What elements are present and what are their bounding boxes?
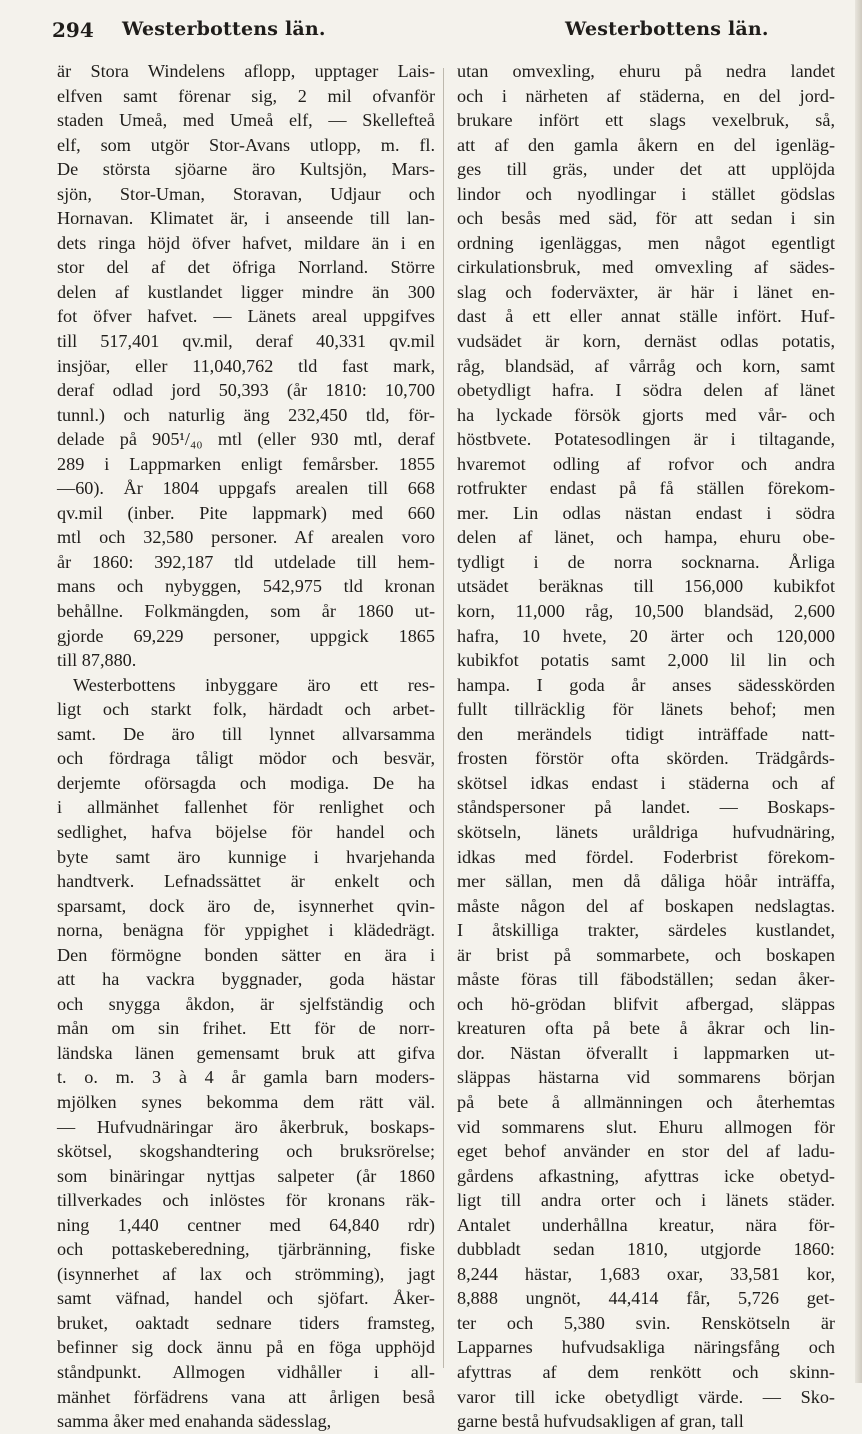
text-line: höstbvete. Potatesodlingen är i tiltagande,: [457, 429, 835, 450]
text-line: afyttras af dem renkött och skinn-: [457, 1361, 835, 1382]
text-line: sparsamt, dock äro de, isynnerhet qvin-: [57, 895, 435, 916]
text-line: på bete å allmänningen och återhemtas: [457, 1091, 835, 1112]
text-line: skötseln, länets uråldriga hufvudnäring,: [457, 821, 835, 842]
text-line: mer sällan, men då dåliga höår inträffa,: [457, 871, 835, 892]
text-line: dast å ett eller annat ställe infört. Huf-: [457, 306, 835, 327]
text-line: ligt till andra orter och i länets städer.: [457, 1190, 835, 1211]
text-line: lindor och nyodlingar i stället gödslas: [457, 183, 835, 204]
text-line: måste föras till fäbodställen; sedan åker-: [457, 969, 835, 990]
text-line: 289 i Lappmarken enligt femårsber. 1855: [57, 453, 435, 474]
text-line: 8,244 hästar, 1,683 oxar, 33,581 kor,: [457, 1263, 835, 1284]
right-column: [457, 59, 835, 1434]
text-line: år 1860: 392,187 tld utdelade till hem-: [57, 551, 435, 572]
text-line: samt väfnad, handel och sjöfart. Åker-: [57, 1288, 435, 1309]
text-line: dubbladt sedan 1810, utgjorde 1860:: [457, 1239, 835, 1260]
text-line: rotfrukter endast på få ställen förekom-: [457, 478, 835, 499]
text-line: De största sjöarne äro Kultsjön, Mars-: [57, 159, 435, 180]
text-line: och snygga åkdon, är sjelfständig och: [57, 993, 435, 1014]
text-line: behållne. Folkmängden, som år 1860 ut-: [57, 601, 435, 622]
text-line: mjölken synes bekomma dem rätt väl.: [57, 1091, 435, 1112]
text-line: och i närheten af städerna, en del jord-: [457, 85, 835, 106]
text-line: brukare infört ett slags vexelbruk, så,: [457, 110, 835, 131]
text-line: ståndpunkt. Allmogen vidhåller i all-: [57, 1361, 435, 1382]
text-line: delen af kustlandet ligger mindre än 300: [57, 281, 435, 302]
text-line: tydligt i de norra socknarna. Årliga: [457, 551, 835, 572]
text-line: frosten förstör ofta skörden. Trädgårds-: [457, 748, 835, 769]
text-line: vudsädet är korn, dernäst odlas potatis,: [457, 331, 835, 352]
text-line: I åtskilliga trakter, särdeles kustlandet,: [457, 920, 835, 941]
text-line: vid sommarens slut. Ehuru allmogen för: [457, 1116, 835, 1137]
text-line: att ha vackra byggnader, goda hästar: [57, 969, 435, 990]
text-line: är Stora Windelens aflopp, upptager Lais-: [57, 61, 435, 81]
text-line: kubikfot potatis samt 2,000 lil lin och: [457, 650, 835, 671]
running-head-right: Westerbottens län.: [565, 18, 769, 40]
text-line: mtl och 32,580 personer. Af arealen voro: [57, 527, 435, 548]
text-line: slag och foderväxter, är här i länet en-: [457, 281, 835, 302]
text-line: stor del af det öfriga Norrland. Större: [57, 257, 435, 278]
text-line: utsädet beräknas till 156,000 kubikfot: [457, 576, 835, 597]
text-line: elf, som utgör Stor-Avans utlopp, m. fl.: [57, 134, 435, 155]
text-line: delade på 905¹/₄₀ mtl (eller 930 mtl, deraf: [57, 429, 435, 450]
text-line: mänhet förfädrens vana att årligen beså: [57, 1386, 435, 1407]
text-line: eget behof använder en stor del af ladu-: [457, 1141, 835, 1162]
text-line: garne bestå hufvudsakligen af gran, tall: [457, 1411, 744, 1432]
text-line: idkas med fördel. Foderbrist förekom-: [457, 846, 835, 867]
text-line: tillverkades och inlöstes för kronans räk-: [57, 1190, 435, 1211]
running-head-left: Westerbottens län.: [122, 18, 326, 40]
text-line: fot öfver hafvet. — Länets areal uppgifves: [57, 306, 435, 327]
text-line: att af den gamla åkern en del igenläg-: [457, 134, 835, 155]
text-line: byte samt äro kunnige i hvarjehanda: [57, 846, 435, 867]
text-line: derjemte oförsagda och modiga. De ha: [57, 772, 435, 793]
text-line: dets ringa höjd öfver hafvet, mildare än i en: [57, 232, 435, 253]
text-line: och fördraga tåligt mödor och besvär,: [57, 748, 435, 769]
text-line: som binäringar nyttjas salpeter (år 1860: [57, 1165, 435, 1186]
text-line: ter och 5,380 svin. Renskötseln är: [457, 1312, 835, 1333]
text-line: samma åker med enahanda sädesslag,: [57, 1411, 332, 1432]
text-line: ges till gräs, under det att upplöjda: [457, 159, 835, 180]
text-line: utan omvexling, ehuru på nedra landet: [457, 61, 835, 81]
text-line: Westerbottens inbyggare äro ett res-: [73, 674, 435, 695]
text-line: bruket, oaktadt sednare tiders framsteg,: [57, 1312, 435, 1333]
text-line: cirkulationsbruk, med omvexling af sädes-: [457, 257, 835, 278]
text-line: hampa. I goda år anses sädesskörden: [457, 674, 835, 695]
text-line: Den förmögne bonden sätter en ära i: [57, 944, 435, 965]
text-line: ståndspersoner på landet. — Boskaps-: [457, 797, 835, 818]
text-line: befinner sig dock ännu på en föga upphöjd: [57, 1337, 435, 1358]
text-line: — Hufvudnäringar äro åkerbruk, boskaps-: [57, 1116, 435, 1137]
column-divider: [443, 68, 444, 1368]
text-line: elfven samt förenar sig, 2 mil ofvanför: [57, 85, 435, 106]
text-line: (isynnerhet af lax och strömming), jagt: [57, 1263, 435, 1284]
text-line: norna, benägna för yppighet i klädedrägt.: [57, 920, 435, 941]
text-line: skötsel idkas endast i städerna och af: [457, 772, 835, 793]
text-line: i allmänhet fallenhet för renlighet och: [57, 797, 435, 818]
text-line: och hö-grödan blifvit afbergad, släppas: [457, 993, 835, 1014]
text-line: mer. Lin odlas nästan endast i södra: [457, 502, 835, 523]
text-line: gårdens afkastning, afyttras icke obetyd-: [457, 1165, 835, 1186]
text-line: till 517,401 qv.mil, deraf 40,331 qv.mil: [57, 331, 435, 352]
text-line: qv.mil (inber. Pite lappmark) med 660: [57, 502, 435, 523]
text-line: släppas hästarna vid sommarens början: [457, 1067, 835, 1088]
text-line: ländska länen gemensamt bruk att gifva: [57, 1042, 435, 1063]
text-line: samt. De äro till lynnet allvarsamma: [57, 723, 435, 744]
text-line: tunnl.) och naturlig äng 232,450 tld, för-: [57, 404, 435, 425]
text-line: handtverk. Lefnadssättet är enkelt och: [57, 871, 435, 892]
text-line: korn, 11,000 råg, 10,500 blandsäd, 2,600: [457, 601, 835, 622]
text-line: obetydligt hafra. I södra delen af länet: [457, 380, 835, 401]
text-line: insjöar, eller 11,040,762 tld fast mark,: [57, 355, 435, 376]
text-line: hvaremot odling af rofvor och andra: [457, 453, 835, 474]
text-line: fullt tillräcklig för länets behof; men: [457, 699, 835, 720]
page-number: 294: [52, 18, 94, 42]
text-line: Antalet underhållna kreatur, nära för-: [457, 1214, 835, 1235]
text-line: hafra, 10 hvete, 20 ärter och 120,000: [457, 625, 835, 646]
text-line: mans och nybyggen, 542,975 tld kronan: [57, 576, 435, 597]
text-line: deraf odlad jord 50,393 (år 1810: 10,700: [57, 380, 435, 401]
text-line: kreaturen ofta på bete å åkrar och lin-: [457, 1018, 835, 1039]
text-line: sedlighet, hafva böjelse för handel och: [57, 821, 435, 842]
text-line: ha lyckade försök gjorts med vår- och: [457, 404, 835, 425]
text-line: staden Umeå, med Umeå elf, — Skellefteå: [57, 110, 435, 131]
text-line: gjorde 69,229 personer, uppgick 1865: [57, 625, 435, 646]
text-line: råg, blandsäd, af vårråg och korn, samt: [457, 355, 835, 376]
text-line: och pottaskeberedning, tjärbränning, fiske: [57, 1239, 435, 1260]
text-line: till 87,880.: [57, 650, 137, 671]
text-line: Hornavan. Klimatet är, i anseende till lan-: [57, 208, 435, 229]
text-line: 8,888 ungnöt, 44,414 får, 5,726 get-: [457, 1288, 835, 1309]
text-line: mån om sin frihet. Ett för de norr-: [57, 1018, 435, 1039]
text-line: den merändels tidigt inträffade natt-: [457, 723, 835, 744]
text-line: ordning igenläggas, men något egentligt: [457, 232, 835, 253]
text-line: t. o. m. 3 à 4 år gamla barn moders-: [57, 1067, 435, 1088]
text-line: —60). År 1804 uppgafs arealen till 668: [57, 478, 435, 499]
text-line: och besås med säd, för att sedan i sin: [457, 208, 835, 229]
text-line: är brist på sommarbete, och boskapen: [457, 944, 835, 965]
text-line: ning 1,440 centner med 64,840 rdr): [57, 1214, 435, 1235]
text-line: dor. Nästan öfverallt i lappmarken ut-: [457, 1042, 835, 1063]
text-line: varor till icke obetydligt värde. — Sko-: [457, 1386, 835, 1407]
page-edge: [855, 0, 862, 1383]
text-line: sjön, Stor-Uman, Storavan, Udjaur och: [57, 183, 435, 204]
text-line: skötsel, skogshandtering och bruksrörelse;: [57, 1141, 435, 1162]
text-line: Lapparnes hufvudsakliga näringsfång och: [457, 1337, 835, 1358]
text-line: måste någon del af boskapen nedslagtas.: [457, 895, 835, 916]
left-column: [57, 59, 435, 1434]
text-line: delen af länet, och hampa, ehuru obe-: [457, 527, 835, 548]
text-line: ligt och starkt folk, härdadt och arbet-: [57, 699, 435, 720]
